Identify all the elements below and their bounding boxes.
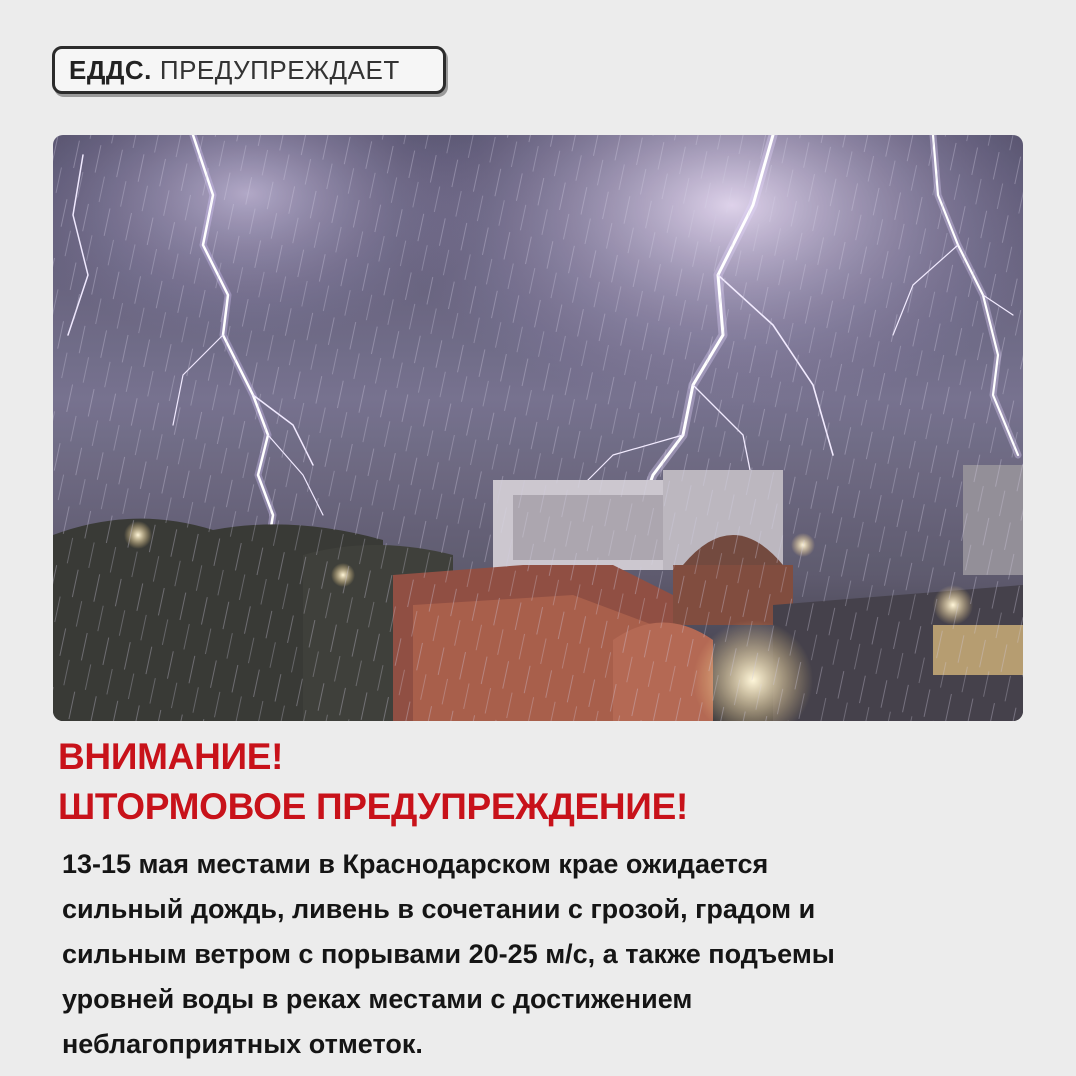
message-line: сильный дождь, ливень в сочетании с грозой, градом и: [62, 894, 816, 924]
message-line: уровней воды в реках местами с достижением: [62, 984, 693, 1014]
storm-photo: [53, 135, 1023, 721]
lightning-storm-image: [53, 135, 1023, 721]
alert-heading-storm-warning: ШТОРМОВОЕ ПРЕДУПРЕЖДЕНИЕ!: [58, 786, 688, 827]
warning-message: [62, 842, 1022, 1067]
badge-action-label: ПРЕДУПРЕЖДАЕТ: [159, 54, 400, 85]
alert-heading-attention: ВНИМАНИЕ!: [58, 736, 284, 777]
message-line: 13-15 мая местами в Краснодарском крае ожидается: [62, 849, 769, 879]
message-line: сильным ветром с порывами 20-25 м/с, а также подъемы: [62, 939, 835, 969]
badge-org-label: ЕДДС.: [69, 54, 152, 85]
edds-warning-badge: [52, 46, 446, 94]
message-line: неблагоприятных отметок.: [62, 1029, 423, 1059]
